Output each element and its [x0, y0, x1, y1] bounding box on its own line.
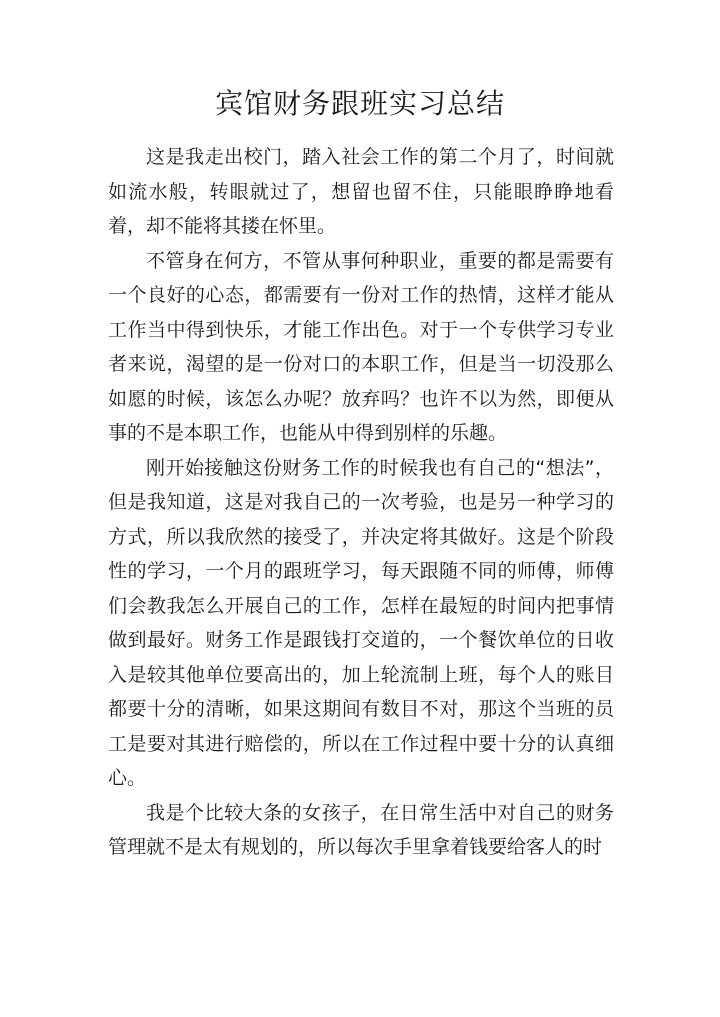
document-body	[108, 140, 614, 865]
paragraph-3: 刚开始接触这份财务工作的时候我也有自己的“想法”，但是我知道，这是对我自己的一次考验，也是另一种学习的方式，所以我欣然的接受了，并决定将其做好。这是个阶段性的学习，一个月的跟班学习，每天跟随不同的师傅，师傅们会教我怎么开展自己的工作，怎样在最短的时间内把事情做到最好。财务工作是跟钱打交道的，一个餐饮单位的日收入是较其他单位要高出的，加上轮流制上班，每个人的账目都要十分的清晰，如果这期间有数目不对，那这个当班的员工是要对其进行赔偿的，所以在工作过程中要十分的认真细心。	[108, 456, 614, 789]
document-title: 宾馆财务跟班实习总结	[214, 87, 505, 120]
paragraph-2: 不管身在何方，不管从事何种职业，重要的都是需要有一个良好的心态，都需要有一份对工作的热情，这样才能从工作当中得到快乐，才能工作出色。对于一个专供学习专业者来说，渴望的是一份对口的本职工作，但是当一切没那么如愿的时候，该怎么办呢？放弃吗？也许不以为然，即便从事的不是本职工作，也能从中得到别样的乐趣。	[108, 249, 614, 444]
paragraph-4: 我是个比较大条的女孩子，在日常生活中对自己的财务管理就不是太有规划的，所以每次手里拿着钱要给客人的时	[108, 801, 614, 858]
paragraph-1: 这是我走出校门，踏入社会工作的第二个月了，时间就如流水般，转眼就过了，想留也留不住，只能眼睁睁地看着，却不能将其搂在怀里。	[108, 146, 614, 237]
